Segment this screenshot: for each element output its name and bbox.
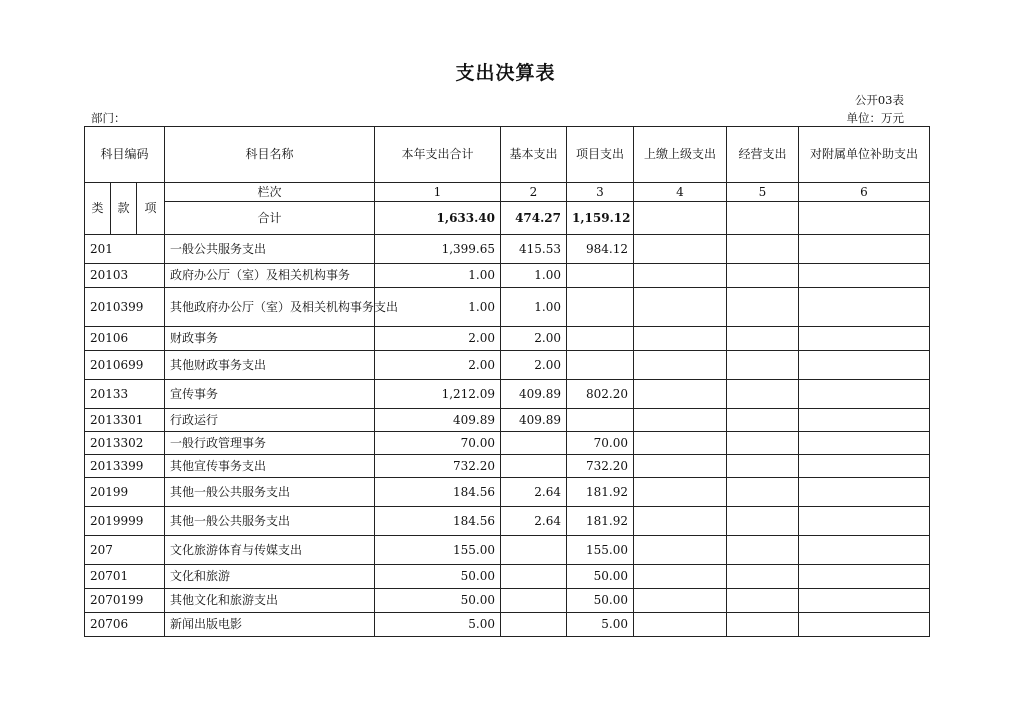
- department-label: 部门：: [91, 111, 126, 125]
- cell-operating: [727, 235, 799, 264]
- cell-upper-pay: [634, 264, 727, 288]
- cell-total: 184.56: [375, 507, 501, 536]
- cell-basic: [501, 536, 567, 565]
- cell-subsidy: [799, 235, 930, 264]
- col-num-6: 6: [799, 183, 930, 202]
- cell-total: 1,399.65: [375, 235, 501, 264]
- cell-operating: [727, 288, 799, 327]
- cell-total: 2.00: [375, 351, 501, 380]
- table-row: [85, 432, 930, 455]
- table-row: [85, 478, 930, 507]
- cell-basic: 2.00: [501, 351, 567, 380]
- cell-subsidy: [799, 536, 930, 565]
- cell-total: 50.00: [375, 565, 501, 589]
- cell-subsidy: [799, 613, 930, 637]
- cell-subsidy: [799, 565, 930, 589]
- cell-upper-pay: [634, 565, 727, 589]
- cell-total: 1.00: [375, 288, 501, 327]
- cell-subsidy: [799, 264, 930, 288]
- cell-project: 802.20: [567, 380, 634, 409]
- cell-project: 181.92: [567, 507, 634, 536]
- cell-basic: 415.53: [501, 235, 567, 264]
- subject-code: 20106: [85, 327, 165, 351]
- cell-total: 184.56: [375, 478, 501, 507]
- header-upper-pay: 上缴上级支出: [634, 127, 727, 183]
- cell-project: 5.00: [567, 613, 634, 637]
- subject-code: 207: [85, 536, 165, 565]
- cell-project: 155.00: [567, 536, 634, 565]
- cell-total: 70.00: [375, 432, 501, 455]
- table-row: [85, 455, 930, 478]
- cell-total: 409.89: [375, 409, 501, 432]
- cell-upper-pay: [634, 380, 727, 409]
- table-row: [85, 507, 930, 536]
- cell-operating: [727, 613, 799, 637]
- cell-upper-pay: [634, 613, 727, 637]
- subject-name: 行政运行: [165, 409, 375, 432]
- subject-code: 2010699: [85, 351, 165, 380]
- cell-basic: 1.00: [501, 264, 567, 288]
- subject-name: 财政事务: [165, 327, 375, 351]
- cell-total: 1,212.09: [375, 380, 501, 409]
- cell-subsidy: [799, 455, 930, 478]
- subject-code: 20103: [85, 264, 165, 288]
- subject-name: 一般行政管理事务: [165, 432, 375, 455]
- subject-code: 2013301: [85, 409, 165, 432]
- cell-operating: [727, 589, 799, 613]
- cell-operating: [727, 409, 799, 432]
- cell-subsidy: [799, 507, 930, 536]
- subject-code: 2010399: [85, 288, 165, 327]
- header-row: [85, 127, 930, 183]
- cell-upper-pay: [634, 235, 727, 264]
- subject-name: 其他文化和旅游支出: [165, 589, 375, 613]
- header-kuan: 款: [111, 183, 137, 235]
- cell-subsidy: [799, 432, 930, 455]
- cell-total: 50.00: [375, 589, 501, 613]
- cell-basic: 1.00: [501, 288, 567, 327]
- table-row: [85, 327, 930, 351]
- subject-name: 其他一般公共服务支出: [165, 478, 375, 507]
- cell-upper-pay: [634, 327, 727, 351]
- header-basic: 基本支出: [501, 127, 567, 183]
- subject-name: 新闻出版电影: [165, 613, 375, 637]
- cell-basic: 2.00: [501, 327, 567, 351]
- cell-upper-pay: [634, 288, 727, 327]
- cell-operating: [727, 351, 799, 380]
- cell-subsidy: [799, 589, 930, 613]
- header-total: 本年支出合计: [375, 127, 501, 183]
- column-number-label: 栏次: [165, 183, 375, 202]
- cell-upper-pay: [634, 507, 727, 536]
- expenditure-table: [84, 126, 930, 637]
- col-num-3: 3: [567, 183, 634, 202]
- summary-subsidy: [799, 202, 930, 235]
- subject-name: 其他政府办公厅（室）及相关机构事务支出: [165, 288, 375, 327]
- cell-operating: [727, 565, 799, 589]
- summary-upper-pay: [634, 202, 727, 235]
- subject-code: 20199: [85, 478, 165, 507]
- cell-project: 50.00: [567, 565, 634, 589]
- cell-operating: [727, 536, 799, 565]
- cell-upper-pay: [634, 589, 727, 613]
- table-row: [85, 235, 930, 264]
- cell-basic: [501, 565, 567, 589]
- header-operating: 经营支出: [727, 127, 799, 183]
- column-number-row: [85, 183, 930, 202]
- subject-name: 其他一般公共服务支出: [165, 507, 375, 536]
- cell-project: 732.20: [567, 455, 634, 478]
- cell-project: [567, 264, 634, 288]
- cell-operating: [727, 380, 799, 409]
- cell-total: 1.00: [375, 264, 501, 288]
- subject-name: 一般公共服务支出: [165, 235, 375, 264]
- header-subject-name: 科目名称: [165, 127, 375, 183]
- cell-basic: 409.89: [501, 380, 567, 409]
- col-num-1: 1: [375, 183, 501, 202]
- table-row: [85, 536, 930, 565]
- summary-operating: [727, 202, 799, 235]
- subject-name: 其他宣传事务支出: [165, 455, 375, 478]
- table-row: [85, 589, 930, 613]
- summary-row: [85, 202, 930, 235]
- cell-basic: 2.64: [501, 478, 567, 507]
- cell-subsidy: [799, 380, 930, 409]
- cell-operating: [727, 507, 799, 536]
- subject-code: 201: [85, 235, 165, 264]
- header-project: 项目支出: [567, 127, 634, 183]
- col-num-5: 5: [727, 183, 799, 202]
- table-row: [85, 380, 930, 409]
- cell-project: 181.92: [567, 478, 634, 507]
- cell-upper-pay: [634, 432, 727, 455]
- subject-name: 其他财政事务支出: [165, 351, 375, 380]
- header-subject-code: 科目编码: [85, 127, 165, 183]
- cell-upper-pay: [634, 536, 727, 565]
- table-row: [85, 288, 930, 327]
- subject-code: 2013302: [85, 432, 165, 455]
- cell-operating: [727, 478, 799, 507]
- table-row: [85, 613, 930, 637]
- cell-basic: [501, 589, 567, 613]
- cell-subsidy: [799, 478, 930, 507]
- header-xiang: 项: [137, 183, 165, 235]
- cell-total: 2.00: [375, 327, 501, 351]
- cell-basic: [501, 613, 567, 637]
- cell-operating: [727, 455, 799, 478]
- cell-operating: [727, 432, 799, 455]
- table-row: [85, 565, 930, 589]
- cell-project: [567, 327, 634, 351]
- summary-basic: 474.27: [501, 202, 567, 235]
- cell-total: 732.20: [375, 455, 501, 478]
- form-number: 公开03表: [854, 93, 904, 107]
- cell-upper-pay: [634, 478, 727, 507]
- cell-project: [567, 351, 634, 380]
- subject-name: 政府办公厅（室）及相关机构事务: [165, 264, 375, 288]
- header-lei: 类: [85, 183, 111, 235]
- cell-operating: [727, 264, 799, 288]
- subject-code: 2070199: [85, 589, 165, 613]
- subject-code: 20133: [85, 380, 165, 409]
- cell-project: [567, 288, 634, 327]
- cell-basic: [501, 455, 567, 478]
- cell-subsidy: [799, 327, 930, 351]
- cell-subsidy: [799, 288, 930, 327]
- subject-code: 20701: [85, 565, 165, 589]
- cell-basic: 409.89: [501, 409, 567, 432]
- subject-name: 文化旅游体育与传媒支出: [165, 536, 375, 565]
- cell-subsidy: [799, 351, 930, 380]
- unit-label: 单位：万元: [846, 111, 904, 125]
- cell-project: [567, 409, 634, 432]
- page-title: 支出决算表: [455, 62, 556, 84]
- cell-total: 155.00: [375, 536, 501, 565]
- table-row: [85, 264, 930, 288]
- cell-project: 50.00: [567, 589, 634, 613]
- table-row: [85, 409, 930, 432]
- subject-name: 文化和旅游: [165, 565, 375, 589]
- subject-code: 20706: [85, 613, 165, 637]
- cell-total: 5.00: [375, 613, 501, 637]
- table-row: [85, 351, 930, 380]
- cell-basic: [501, 432, 567, 455]
- cell-upper-pay: [634, 455, 727, 478]
- cell-project: 70.00: [567, 432, 634, 455]
- summary-project: 1,159.12: [567, 202, 634, 235]
- summary-label: 合计: [165, 202, 375, 235]
- subject-code: 2013399: [85, 455, 165, 478]
- col-num-2: 2: [501, 183, 567, 202]
- subject-code: 2019999: [85, 507, 165, 536]
- cell-upper-pay: [634, 351, 727, 380]
- cell-basic: 2.64: [501, 507, 567, 536]
- summary-total: 1,633.40: [375, 202, 501, 235]
- header-subsidy: 对附属单位补助支出: [799, 127, 930, 183]
- subject-name: 宣传事务: [165, 380, 375, 409]
- cell-upper-pay: [634, 409, 727, 432]
- cell-project: 984.12: [567, 235, 634, 264]
- col-num-4: 4: [634, 183, 727, 202]
- cell-operating: [727, 327, 799, 351]
- cell-subsidy: [799, 409, 930, 432]
